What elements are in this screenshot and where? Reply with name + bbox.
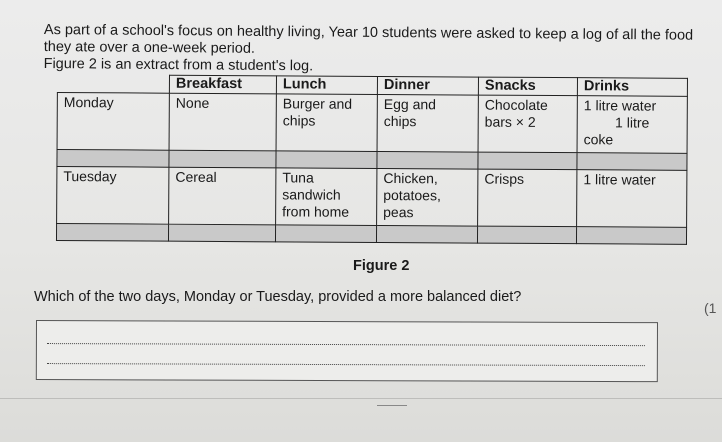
intro-sentence-2: they ate over a one-week period. [43, 38, 256, 57]
cell-line: Tuna [282, 169, 314, 186]
cell-line: 1 litre [615, 114, 650, 131]
table-row-tuesday [57, 167, 687, 228]
answer-line[interactable] [47, 343, 645, 346]
cell-line: Burger and [282, 95, 353, 112]
page-footer-mark [377, 405, 407, 406]
shaded-cell [275, 225, 376, 243]
cell-line: sandwich [282, 186, 341, 203]
header-lunch: Lunch [276, 76, 377, 95]
lunch-cell [276, 94, 377, 152]
shaded-cell [377, 151, 478, 169]
header-drinks: Drinks [577, 78, 687, 97]
cell-line: potatoes, [383, 186, 441, 204]
shaded-cell [56, 224, 168, 242]
cell-line: Crisps [484, 170, 525, 187]
cell-line: Chocolate [484, 96, 548, 113]
lunch-cell [276, 168, 377, 226]
cell-line: Egg and [383, 95, 437, 113]
header-snacks: Snacks [478, 77, 577, 96]
shaded-cell [169, 150, 276, 168]
drinks-cell [577, 96, 687, 154]
cell-line: 1 litre water [583, 171, 656, 188]
cell-line: bars × 2 [484, 113, 536, 130]
shaded-cell [577, 153, 687, 171]
dinner-cell [377, 94, 478, 152]
cell-line: None [175, 94, 210, 111]
header-blank-cell [57, 75, 169, 94]
shaded-cell [376, 225, 477, 243]
day-cell: Monday [57, 93, 169, 151]
shaded-cell [478, 152, 577, 170]
header-dinner: Dinner [377, 76, 478, 95]
marks-indicator: (1 [704, 300, 717, 316]
food-log-table [56, 74, 688, 245]
question-intro [44, 22, 714, 79]
page-divider [0, 398, 722, 399]
dinner-cell [377, 168, 478, 226]
intro-sentence-3: Figure 2 is an extract from a student's log. [43, 55, 314, 75]
snacks-cell [478, 95, 577, 153]
table-row-monday [57, 93, 687, 154]
figure-caption: Figure 2 [353, 258, 410, 274]
question-text: Which of the two days, Monday or Tuesday, provided a more balanced diet? [34, 289, 522, 305]
cell-line: peas [383, 203, 414, 221]
shaded-cell [477, 226, 576, 244]
shaded-cell [276, 151, 377, 169]
drinks-cell [577, 170, 687, 228]
cell-line: coke [583, 131, 614, 148]
breakfast-cell [169, 93, 276, 151]
table-row-shaded-separator [56, 224, 686, 245]
cell-line: 1 litre water [583, 97, 657, 114]
shaded-cell [57, 150, 169, 168]
intro-sentence-1: As part of a school's focus on healthy living, Year 10 students were asked to keep a log of all the food [43, 22, 694, 44]
shaded-cell [576, 227, 686, 245]
cell-line: from home [282, 203, 350, 220]
shaded-cell [168, 224, 275, 242]
answer-box[interactable] [36, 320, 658, 382]
header-breakfast: Breakfast [169, 75, 276, 94]
snacks-cell [478, 169, 577, 227]
cell-line: chips [383, 112, 417, 130]
cell-line: chips [282, 112, 316, 129]
day-cell: Tuesday [57, 167, 169, 225]
breakfast-cell [169, 167, 276, 225]
cell-line: Cereal [175, 168, 217, 185]
answer-line[interactable] [47, 363, 645, 366]
food-log-figure [56, 74, 689, 245]
cell-line: Chicken, [383, 169, 438, 187]
